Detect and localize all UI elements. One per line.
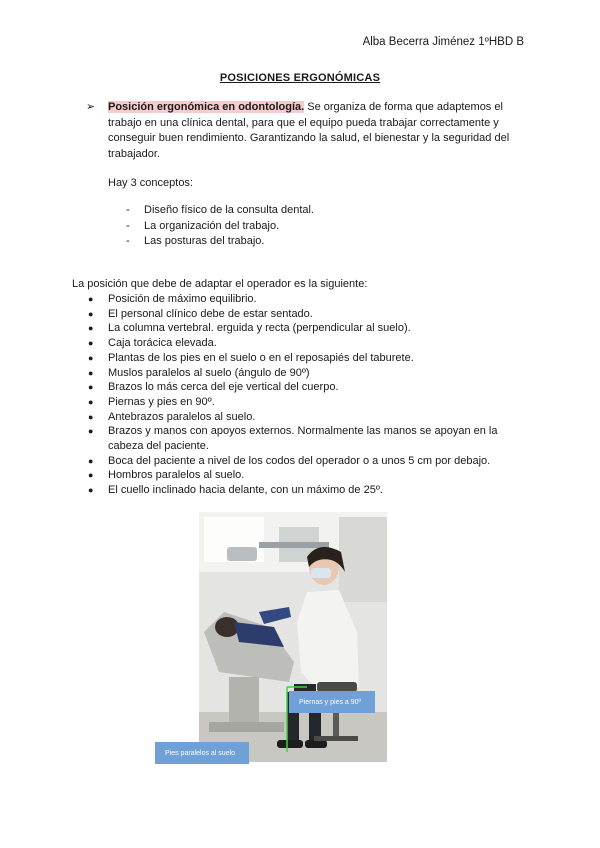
label-feet-parallel [155,742,249,764]
list-item-text: Brazos lo más cerca del eje vertical del cuerpo. [108,381,339,394]
list-item [88,366,508,381]
page-title-text: POSICIONES ERGONÓMICAS [219,72,381,84]
list-item [88,483,508,498]
list-item [88,336,508,351]
list-item [88,380,508,395]
list-item-text: El cuello inclinado hacia delante, con un máximo de 25º. [108,484,383,497]
dash-bullet: - [126,204,130,216]
bullet-dot-icon: ● [88,308,94,319]
list-item-text: Las posturas del trabajo. [144,235,265,247]
list-item [88,395,508,410]
bullet-dot-icon: ● [88,382,94,393]
operator-intro: La posición que debe de adaptar el operador es la siguiente: [72,278,368,290]
bullet-dot-icon: ● [88,485,94,496]
list-item-text: Caja torácica elevada. [108,337,217,350]
list-item-text: Plantas de los pies en el suelo o en el reposapiés del taburete. [108,351,414,364]
bullet-dot-icon: ● [88,455,94,466]
list-item-text: Muslos paralelos al suelo (ángulo de 90º) [108,366,310,379]
page-title [0,72,600,84]
dash-bullet: - [126,235,130,247]
list-item [126,203,314,219]
bullet-dot-icon: ● [88,338,94,349]
list-item [88,351,508,366]
list-item-text: Antebrazos paralelos al suelo. [108,410,256,423]
arrow-bullet-icon: ➢ [86,101,96,113]
list-item-text: El personal clínico debe de estar sentado. [108,307,313,320]
list-item [88,410,508,425]
bullet-dot-icon: ● [88,396,94,407]
bullet-dot-icon: ● [88,323,94,334]
list-item [88,424,508,453]
list-item-text: Boca del paciente a nivel de los codos del operador o a unos 5 cm por debajo. [108,454,491,467]
intro-paragraph [86,100,526,162]
author-name: Alba Becerra Jiménez 1ºHBD B [362,36,524,48]
bullet-dot-icon: ● [88,426,94,437]
list-item-text: Hombros paralelos al suelo. [108,469,245,482]
bullet-dot-icon: ● [88,294,94,304]
list-item [88,307,508,322]
list-item-text: La organización del trabajo. [144,219,280,232]
label-feet-text: Pies paralelos al suelo [165,749,236,757]
bullet-dot-icon: ● [88,352,94,363]
intro-body: Se organiza de forma que adaptemos el trabajo en una clínica dental, para que el equipo pueda trabajar correctamente y conseguir buen rendimiento. Garantizando la salud, el bienestar y la seguridad del trabajador. [108,101,510,160]
bullet-dot-icon: ● [88,367,94,378]
photo-illustration [199,512,387,762]
list-item-text: La columna vertebral. erguida y recta (perpendicular al suelo). [108,322,411,335]
list-item [126,219,314,235]
label-legs-text: Piernas y pies a 90º [299,698,362,706]
intro-text-block [108,100,526,162]
bullet-dot-icon: ● [88,411,94,422]
list-item [126,234,314,250]
list-item-text: Posición de máximo equilibrio. [108,293,257,305]
list-item-text: Diseño físico de la consulta dental. [144,204,314,216]
dental-clinic-photo [199,512,387,762]
intro-highlight: Posición ergonómica en odontología. [108,101,305,113]
label-legs-90 [289,691,375,713]
list-item-text: Brazos y manos con apoyos externos. Normalmente las manos se apoyan en la cabeza del paciente. [108,425,498,453]
concepts-list [126,203,314,250]
list-item [88,468,508,483]
concepts-intro: Hay 3 conceptos: [108,177,193,189]
operator-list [88,292,508,498]
dash-bullet: - [126,219,130,232]
list-item [88,321,508,336]
list-item [88,292,508,307]
bullet-dot-icon: ● [88,470,94,481]
list-item [88,454,508,469]
list-item-text: Piernas y pies en 90º. [108,395,215,408]
